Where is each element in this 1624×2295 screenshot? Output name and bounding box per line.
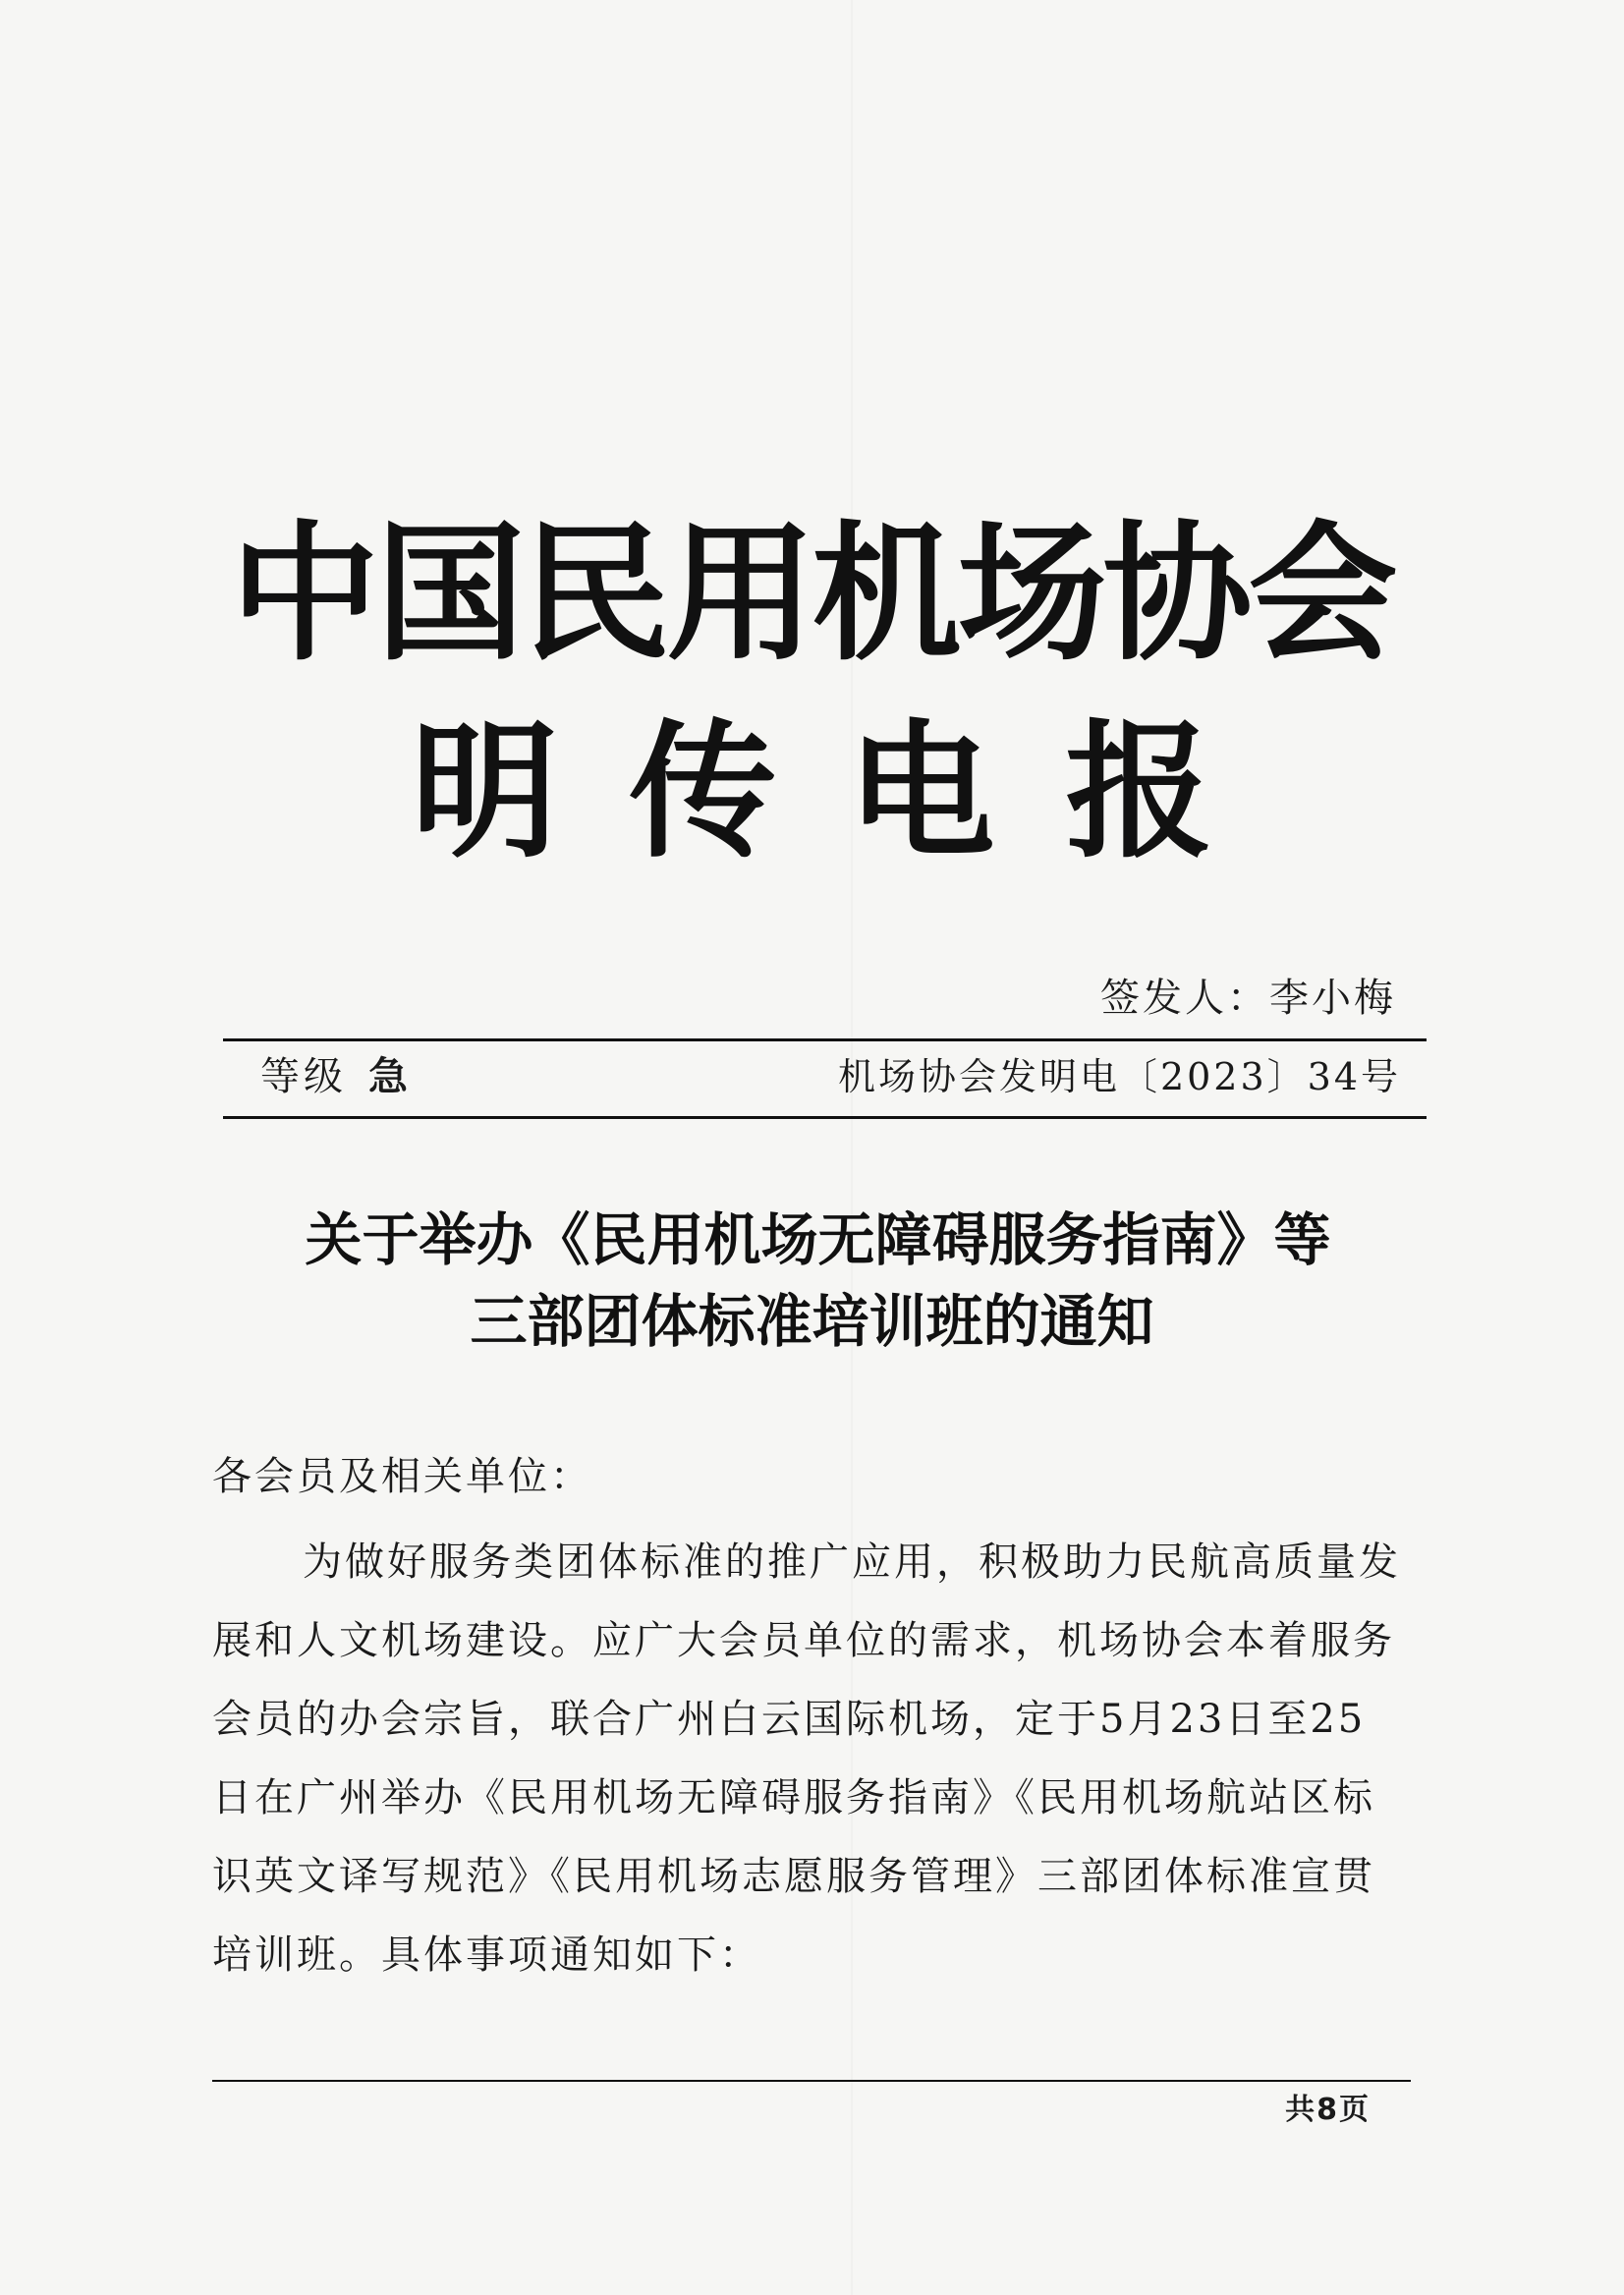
body-line: 展和人文机场建设。应广大会员单位的需求，机场协会本着服务 xyxy=(212,1618,1395,1663)
salutation: 各会员及相关单位： xyxy=(212,1454,592,1499)
body-line: 识英文译写规范》《民用机场志愿服务管理》三部团体标准宣贯 xyxy=(212,1854,1375,1899)
organization-name: 中国民用机场协会 xyxy=(230,507,1394,681)
notice-title-line-1: 关于举办《民用机场无障碍服务指南》等 xyxy=(305,1206,1331,1273)
grade-field xyxy=(260,1051,412,1102)
document-type: 明传电报 xyxy=(411,707,1284,878)
page-count: 共8页 xyxy=(1285,2093,1371,2127)
body-line: 培训班。具体事项通知如下： xyxy=(212,1932,761,1978)
top-rule xyxy=(223,1038,1427,1041)
body-paragraph xyxy=(212,1523,1416,1994)
body-line: 日在广州举办《民用机场无障碍服务指南》《民用机场航站区标 xyxy=(212,1775,1375,1820)
notice-title-line-2: 三部团体标准培训班的通知 xyxy=(470,1288,1154,1355)
grade-label: 等级 xyxy=(260,1054,347,1099)
bottom-rule xyxy=(223,1116,1427,1119)
grade-value: 急 xyxy=(368,1054,412,1099)
signer-line: 签发人：李小梅 xyxy=(1100,976,1396,1021)
document-number: 机场协会发明电〔2023〕34号 xyxy=(837,1055,1401,1098)
body-line: 会员的办会宗旨，联合广州白云国际机场，定于5月23日至25 xyxy=(212,1697,1367,1742)
body-line: 为做好服务类团体标准的推广应用，积极助力民航高质量发 xyxy=(303,1539,1401,1585)
footer-rule xyxy=(212,2080,1411,2082)
